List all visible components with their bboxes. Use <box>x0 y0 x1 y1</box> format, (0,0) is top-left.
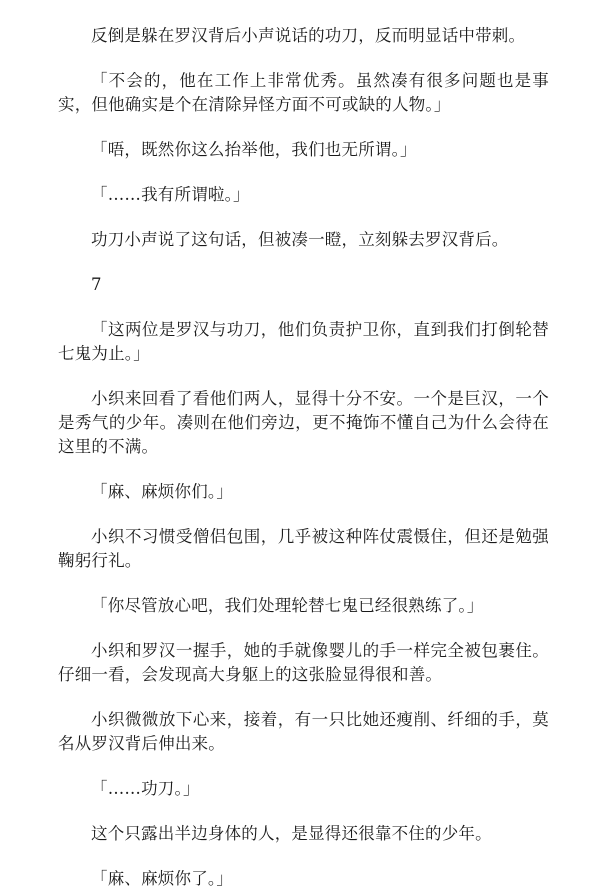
paragraph: 「麻、麻烦你们。」 <box>91 482 234 501</box>
paragraph: 「麻、麻烦你了。」 <box>91 869 234 888</box>
paragraph: 「……我有所谓啦。」 <box>91 185 250 204</box>
paragraph: 小织不习惯受僧侣包围，几乎被这种阵仗震慑住，但还是勉强鞠躬行礼。 <box>58 527 549 570</box>
paragraph: 功刀小声说了这句话，但被凑一瞪，立刻躲去罗汉背后。 <box>91 230 509 249</box>
section-number: 7 <box>91 275 102 294</box>
paragraph: 「……功刀。」 <box>91 779 200 798</box>
paragraph: 「这两位是罗汉与功刀，他们负责护卫你，直到我们打倒轮替七鬼为止。」 <box>58 320 549 363</box>
paragraph: 小织微微放下心来，接着，有一只比她还瘦削、纤细的手，莫名从罗汉背后伸出来。 <box>58 710 549 753</box>
paragraph: 小织来回看了看他们两人，显得十分不安。一个是巨汉，一个是秀气的少年。凑则在他们旁边，更不掩饰不懂自己为什么会待在这里的不满。 <box>58 389 549 456</box>
paragraph: 「唔，既然你这么抬举他，我们也无所谓。」 <box>91 140 417 159</box>
paragraph: 「你尽管放心吧，我们处理轮替七鬼已经很熟练了。」 <box>91 596 484 615</box>
paragraph: 小织和罗汉一握手，她的手就像婴儿的手一样完全被包裹住。仔细一看，会发现高大身躯上的这张脸显得很和善。 <box>58 641 549 684</box>
paragraph: 这个只露出半边身体的人，是显得还很靠不住的少年。 <box>91 824 492 843</box>
paragraph: 「不会的，他在工作上非常优秀。虽然凑有很多问题也是事实，但他确实是个在清除异怪方面不可或缺的人物。」 <box>58 71 549 114</box>
paragraph: 反倒是躲在罗汉背后小声说话的功刀，反而明显话中带刺。 <box>91 26 526 45</box>
